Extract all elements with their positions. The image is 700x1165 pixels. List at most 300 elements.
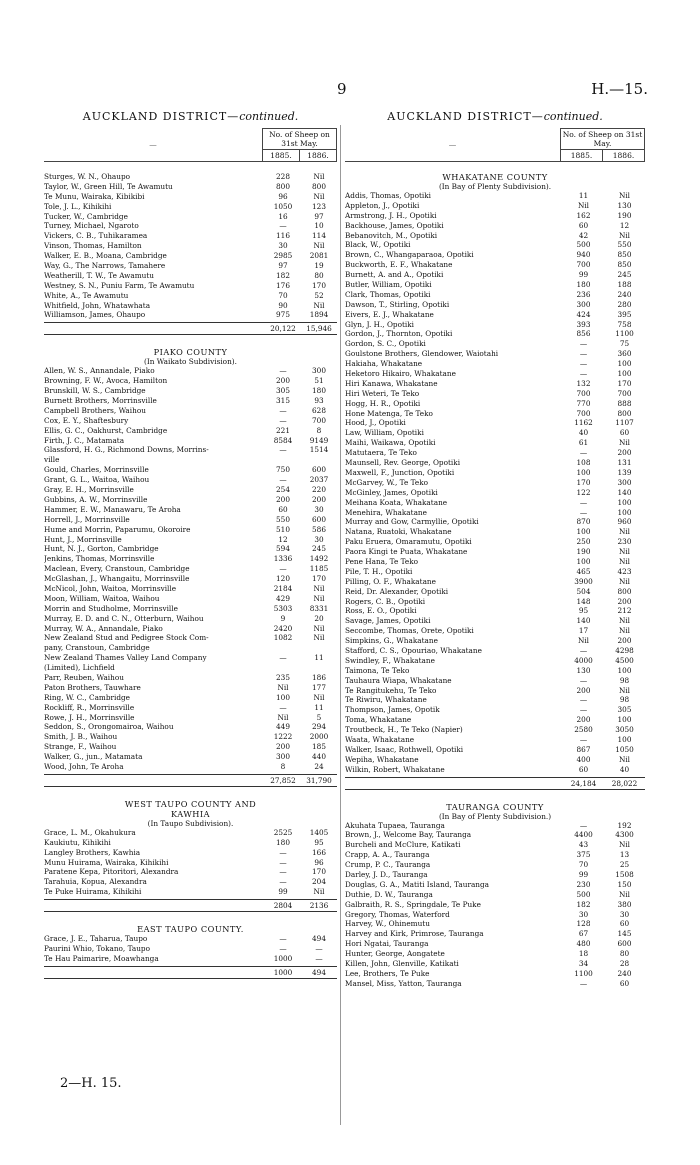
sheep-1886: Nil [618,616,631,626]
header-group-label: No. of Sheep on 31st May. [561,129,645,150]
table-row [44,752,337,762]
owner-name: McGarvey, W., Te Teko [345,477,429,487]
table-row [44,722,337,732]
owner-name: Killen, John, Glenville, Katikati [345,959,459,969]
owner-name: Gordon, S. C., Opotiki [345,339,426,349]
sheep-1885: 2184 [273,583,293,593]
sheep-1886: Nil [618,556,631,566]
sheep-1885: 61 [578,438,589,448]
sheep-1885: — [579,359,588,369]
owner-name: Murray, E. D. and C. N., Otterburn, Waihou [44,613,204,623]
sheep-1886: 97 [314,211,324,221]
owner-name: Whitfield, John, Whatawhata [44,300,151,310]
sheep-1885: — [579,448,588,458]
owner-name: McGlashan, J., Whangaitu, Morrinsville [44,574,190,584]
sheep-1885: 116 [276,231,290,241]
owner-name: Tucker, W., Cambridge [44,211,128,221]
sheep-1886: Nil [313,593,325,603]
table-row [345,821,645,831]
right-sheep-header-table [345,128,645,162]
table-row [345,745,645,755]
sheep-1886: 98 [619,675,630,685]
owner-name: Taylor, W., Green Hill, Te Awamutu [44,181,173,191]
owner-name: Grant, G. L., Waitoa, Waihou [44,475,150,485]
owner-name: Horrell, J., Morrinsville [44,514,130,524]
sheep-1885: 700 [576,260,591,270]
sheep-1885: — [279,405,287,415]
sheep-1885: 148 [576,596,591,606]
sheep-1886: 80 [314,270,324,280]
county-heading-line2: KAWHIA [170,808,211,819]
table-row [44,653,337,663]
sheep-1885: 236 [576,289,591,299]
table-row [345,626,645,636]
sheep-1886: 204 [312,877,326,887]
table-row [345,850,645,860]
sheep-1886: 3050 [615,725,634,735]
sheep-1886: Nil [313,241,325,251]
sheep-1886: 550 [617,240,632,250]
table-row [44,465,337,475]
owner-name: Brown, J., Welcome Bay, Tauranga [345,830,472,840]
owner-name: Glyn, J. H., Opotiki [345,319,415,329]
owner-name: Te Munu, Wairaka, Kibikibi [44,191,145,201]
total-label-blank [345,778,563,789]
owner-name: Stafford, C. S., Opouriao, Whakatane [345,645,482,655]
header-blank-cell: — [345,129,561,162]
sheep-1886: 245 [312,544,326,554]
owner-name: Burnett, A. and A., Opotiki [345,270,444,280]
sheep-1886: 700 [617,388,632,398]
right-title-continued: continued. [543,110,603,123]
sheep-1885: 230 [576,879,591,889]
total-1885: 24,184 [570,778,597,788]
table-row [345,221,645,231]
owner-name: Morrin and Studholme, Morrinsville [44,603,178,613]
table-row [44,182,337,192]
owner-name: Black, W., Opotiki [345,240,411,250]
owner-name: Seddon, S., Orongomairoa, Waihou [44,722,174,732]
sheep-1885: — [579,734,588,744]
sheep-1886: 60 [619,978,630,988]
sheep-1886: 100 [617,715,632,725]
table-row [345,260,645,270]
sheep-1885: 510 [276,524,290,534]
sheep-1886: 294 [312,722,326,732]
table-row [345,369,645,379]
owner-name: Vinson, Thomas, Hamilton [44,241,142,251]
owner-name: pany, Cranstoun, Cambridge [44,643,150,653]
owner-name: Darley, J. D., Tauranga [345,870,428,879]
table-row [345,508,645,518]
owner-name: (Limited), Lichfield [44,663,115,673]
owner-name: Menehira, Whakatane [345,507,427,517]
sheep-1885: 1000 [273,953,293,963]
sheep-1885: 180 [276,837,290,847]
sheep-1886: 200 [312,494,326,504]
sheep-1886: Nil [618,527,631,537]
owner-name: Te Hau Paimarire, Moawhanga [44,953,159,963]
sheep-1885: 70 [278,290,288,300]
owner-name: Rowe, J. H., Morrinsville [44,712,135,722]
sheep-1886: Nil [618,889,631,899]
sheep-1885: 9 [280,613,286,623]
sheep-1885: 550 [276,514,290,524]
sheep-1886: 93 [314,396,324,406]
header-year-1885: 1885. [561,150,603,162]
owner-name: Strange, F., Waihou [44,742,117,752]
table-row [345,339,645,349]
owner-name: Walker, G., jun., Matamata [44,752,143,762]
sheep-1885: 800 [276,181,290,191]
sheep-1885: 170 [576,477,591,487]
sheep-1886: 800 [617,586,632,596]
sheep-1886: 139 [617,467,632,477]
sheep-1886: 212 [617,606,632,616]
owner-name: Parr, Reuben, Waihou [44,672,124,682]
sheep-1885: 700 [576,408,591,418]
owner-name: Maclean, Every, Cranstoun, Cambridge [44,564,190,574]
sheep-1886: 245 [617,270,632,280]
sheep-1886: 9149 [309,435,329,445]
sheep-1886: 1514 [309,445,329,455]
table-row [345,636,645,646]
owner-name: Thompson, James, Opotik [345,705,440,715]
sheep-1886: 30 [314,534,324,544]
table-row [44,495,337,505]
owner-name: Clark, Thomas, Opotiki [345,289,431,299]
sheep-1886: 13 [619,850,630,860]
sheep-1886: 300 [617,477,632,487]
table-row [345,919,645,929]
owner-name: Addis, Thomas, Opotiki [345,191,432,200]
owner-name: Appleton, J., Opotiki [345,200,420,210]
table-row [44,934,337,944]
sheep-1885: 100 [276,692,290,702]
total-1885: 20,122 [270,324,296,334]
table-row [44,604,337,614]
county-heading: PIAKO COUNTY [153,347,228,358]
table-row [44,564,337,574]
owner-name: Te Riwiru, Whakatane [345,695,427,705]
sheep-1885: 18 [578,949,589,959]
table-row [44,202,337,212]
table-row [345,646,645,656]
table-row [44,271,337,281]
total-1886: 31,790 [306,775,332,785]
sheep-1885: — [279,867,287,877]
owner-name: Williamson, James, Ohaupo [44,310,146,320]
sheep-1885: 1222 [273,732,293,742]
sheep-1886: 24 [314,761,324,771]
sheep-1885: 449 [276,722,290,732]
sheep-1886: 888 [617,398,632,408]
sheep-1885: 99 [578,270,589,280]
table-row [345,939,645,949]
total-label-blank [44,323,265,334]
sheep-1885: — [279,944,287,953]
sheep-1886: 114 [312,231,326,241]
sheep-1885: 8584 [273,435,293,445]
table-row [345,359,645,369]
owner-name: Backhouse, James, Opotiki [345,220,444,230]
table-row [345,840,645,850]
table-row [345,468,645,478]
section-gap [345,792,645,802]
owner-name: Ring, W. C., Cambridge [44,692,130,702]
table-row [44,251,337,261]
owner-name: Walker, Isaac, Rothwell, Opotiki [345,744,464,754]
table-row [44,732,337,742]
sheep-1885: 176 [276,280,290,290]
owner-name: Paton Brothers, Tauwhare [44,682,141,692]
table-row [44,231,337,241]
sheep-1886: 170 [312,280,326,290]
table-row [345,695,645,705]
total-1885: 27,852 [270,775,296,785]
sheep-1886: 131 [617,458,632,468]
sheep-1886: 166 [312,847,326,857]
sheep-1885: 856 [576,329,591,339]
sheep-1886: 170 [312,574,326,584]
sheep-1885: 424 [576,309,591,319]
sheep-1885: — [279,475,287,485]
owner-name: Swindley, F., Whakatane [345,655,435,665]
sheep-1886: 600 [312,465,326,475]
sheep-1885: 250 [576,537,591,547]
sheep-1885: 34 [578,959,589,969]
table-row [44,683,337,693]
sheep-1885: 43 [578,840,589,850]
county-heading: WHAKATANE COUNTY [442,172,548,182]
sheep-1885: 30 [578,909,589,919]
sheep-1885: 100 [576,556,591,566]
sheep-1885: 60 [578,220,589,230]
sheep-1886: 51 [314,376,324,386]
table-row [345,280,645,290]
sheep-1886: Nil [618,547,631,557]
table-row [345,300,645,310]
table-row [345,498,645,508]
sheep-1886: 200 [617,448,632,458]
section-total-row [44,899,337,912]
county-heading: TAURANGA COUNTY [446,801,544,812]
sheep-1885: — [279,445,287,455]
table-row [345,860,645,870]
table-row [44,867,337,877]
table-row [345,725,645,735]
sheep-1886: — [315,953,323,963]
table-row [345,666,645,676]
owner-name: New Zealand Thames Valley Land Company [44,653,207,663]
sheep-1886: 20 [314,613,324,623]
total-1886: 2136 [309,901,329,911]
owner-name: Armstrong, J. H., Opotiki [345,210,437,220]
owner-name: Ross, E. O., Opotiki [345,606,417,616]
sheep-1886: 305 [617,705,632,715]
owner-name: Firth, J. C., Matamata [44,435,125,445]
owner-name: White, A., Te Awamutu [44,290,129,300]
table-row [44,241,337,251]
sheep-1886: 586 [312,524,326,534]
table-row [345,676,645,686]
sheep-1886: 5 [316,712,322,722]
table-row [44,848,337,858]
sheep-1886: 2000 [309,732,329,742]
sheep-1886: Nil [313,583,325,593]
sheep-1885: 750 [276,465,290,475]
owner-name: Sturges, W. N., Ohaupo [44,172,131,181]
sheep-1886: 12 [619,220,630,230]
sheep-1885: Nil [277,712,289,722]
sheep-1886: 600 [617,939,632,949]
left-header-gap [44,162,337,172]
sheep-1886: — [315,944,323,953]
owner-name: Crapp, A. A., Tauranga [345,850,430,860]
table-row [44,703,337,713]
sheep-1885: 96 [278,191,288,201]
table-row [345,329,645,339]
sheep-1886 [301,455,337,465]
table-row [345,969,645,979]
sheep-1886: 80 [619,949,630,959]
table-row [345,349,645,359]
owner-name: Ellis, G. C., Oakhurst, Cambridge [44,425,168,435]
sheep-1885 [265,455,301,465]
total-1886: 15,946 [306,324,332,334]
owner-name: Gubbins, A. W., Morrinsville [44,494,148,504]
table-row [345,379,645,389]
owner-name: Maunsell, Rev. George, Opotiki [345,458,461,468]
sheep-1886: Nil [618,626,631,636]
table-row [44,376,337,386]
sheep-1886: 8331 [309,603,329,613]
table-row [44,192,337,202]
sheep-1886: 190 [617,210,632,220]
table-row [345,656,645,666]
owner-name: Moon, William, Waitoa, Waihou [44,593,160,603]
sheep-1886: 1185 [309,564,329,574]
sheep-1885: 17 [578,626,589,636]
owner-name: Glassford, H. G., Richmond Downs, Morrins- [44,445,209,455]
sheep-1886: 1107 [615,418,634,428]
table-row [345,270,645,280]
table-row [345,616,645,626]
sheep-1885: 42 [578,230,589,240]
sheep-1885: — [279,564,287,574]
sheep-1885: — [579,705,588,715]
table-row [345,527,645,537]
sheep-1885: 30 [278,241,288,251]
owner-name: Langley Brothers, Kawhia [44,847,141,857]
sheep-1885: 182 [576,899,591,909]
left-title-main: AUCKLAND DISTRICT— [82,110,240,123]
sheep-1886: 230 [617,537,632,547]
left-sheep-header-table [44,128,337,162]
owner-name: Gregory, Thomas, Waterford [345,909,450,919]
right-column [345,110,645,989]
sheep-1885: Nil [577,636,590,646]
owner-name: Akuhata Tupaea, Tauranga [345,820,445,830]
table-row [44,485,337,495]
sheep-1885: 200 [276,376,290,386]
table-row [345,959,645,969]
section-gap [44,789,337,799]
sheep-1885: 1082 [273,633,293,643]
sheep-1885: 108 [576,458,591,468]
sheep-1885: — [579,507,588,517]
sheep-1886: 494 [312,934,326,944]
sheep-1885: 1162 [574,418,593,428]
owner-name: Dawson, T., Stirling, Opotiki [345,299,450,309]
owner-name: Tarahuia, Kopua, Alexandra [44,877,147,887]
table-row [44,301,337,311]
right-header-gap [345,162,645,172]
sheep-1886: 100 [617,665,632,675]
sheep-1885: — [279,934,287,944]
table-row [345,880,645,890]
owner-name: Rogers, C. B., Opotiki [345,596,426,606]
table-row [345,320,645,330]
owner-name: Hakiaha, Whakatane [345,359,423,369]
sheep-1885: 8 [280,761,286,771]
table-row [345,949,645,959]
owner-name: Bebanovitch, M., Opotiki [345,230,438,240]
sheep-1885: 99 [278,887,288,897]
sheep-1886: 130 [617,200,632,210]
sheep-1885: 190 [576,547,591,557]
sheep-1885: 2985 [273,251,293,261]
sheep-1885: — [279,857,287,867]
sheep-1886: 28 [619,959,630,969]
sheep-1886: 800 [617,408,632,418]
table-row [345,577,645,587]
sheep-1885: 5303 [273,603,293,613]
section-total-row [44,966,337,979]
footer-signature: 2—H. 15. [60,1076,122,1091]
sheep-1886: Nil [313,191,325,201]
sheep-1886: 170 [617,378,632,388]
table-row [44,693,337,703]
owner-name: Paurini Whio, Tokano, Taupo [44,944,150,953]
sheep-1885: 4000 [574,655,593,665]
total-1885: 2804 [273,901,293,911]
owner-name: Grace, J. E., Taharua, Taupo [44,934,148,944]
table-row [44,614,337,624]
sheep-1885: 140 [576,616,591,626]
table-row [44,475,337,485]
owner-name: Walker, E. B., Moana, Cambridge [44,251,167,261]
left-column [44,110,337,981]
sheep-1886: 395 [617,309,632,319]
sheep-1886: 1100 [615,329,634,339]
owner-name: Troutbeck, H., Te Teko (Napier) [345,725,463,735]
owner-name: Campbell Brothers, Waihou [44,405,146,415]
sheep-1885: 128 [576,919,591,929]
owner-name: Seccombe, Thomas, Orete, Opotiki [345,626,474,636]
sheep-1886: 423 [617,566,632,576]
owner-name: Hunt, N. J., Gorton, Cambridge [44,544,159,554]
owner-name: Rockliff, R., Morrinsville [44,702,135,712]
left-column-title [44,110,337,123]
sheep-1885: 940 [576,250,591,260]
sheep-1886: Nil [618,754,631,764]
sheep-1886: Nil [313,172,325,181]
table-row [345,890,645,900]
table-row [44,212,337,222]
table-row [44,643,337,653]
table-row [345,191,645,201]
